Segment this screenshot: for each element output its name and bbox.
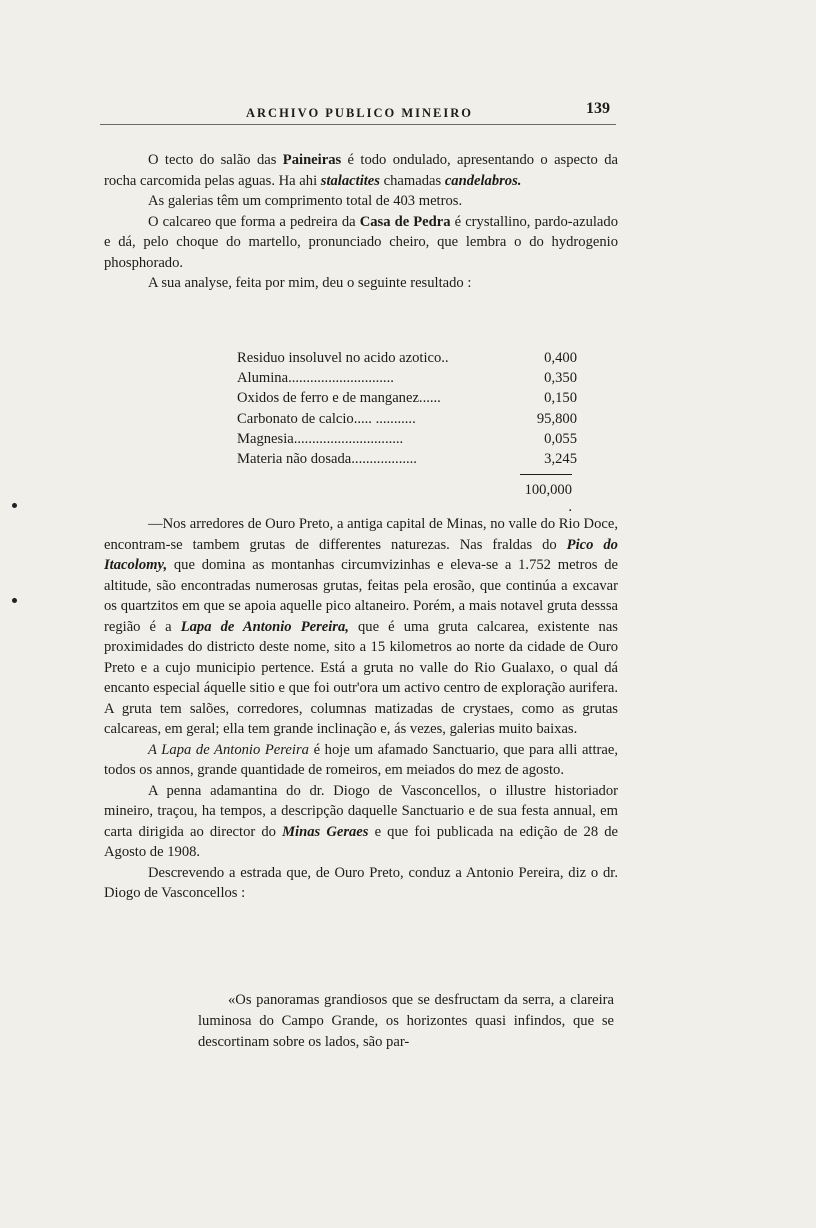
table-row xyxy=(237,388,577,408)
paragraph: A Lapa de Antonio Pereira é hoje um afamado Sanctuario, que para alli attrae, todos os annos, grande quantidade de romeiros, em meiados do mez de agosto. xyxy=(104,741,618,778)
row-label: Alumina............................. xyxy=(237,370,394,387)
paragraph: «Os panoramas grandiosos que se desfructam da serra, a clareira luminosa do Campo Grande, os horizontes quasi infindos, que se descortinam sobre os lados, são par- xyxy=(198,992,614,1050)
row-value: 0,055 xyxy=(544,430,577,447)
quotation xyxy=(198,990,614,1053)
paragraph: Descrevendo a estrada que, de Ouro Preto, conduz a Antonio Pereira, diz o dr. Diogo de Vasconcellos : xyxy=(104,864,618,901)
row-value: 95,800 xyxy=(536,410,577,427)
total-rule xyxy=(520,474,572,475)
row-value: 0,150 xyxy=(544,390,577,407)
table-row xyxy=(237,409,577,429)
row-label: Magnesia.............................. xyxy=(237,430,404,447)
row-label: Residuo insoluvel no acido azotico.. xyxy=(237,350,449,366)
row-value: 0,400 xyxy=(544,350,577,366)
page-number: 139 xyxy=(586,100,610,117)
running-header xyxy=(100,100,616,125)
paragraph: A sua analyse, feita por mim, deu o seguinte resultado : xyxy=(148,275,472,291)
paragraph: —Nos arredores de Ouro Preto, a antiga capital de Minas, no valle do Rio Doce, encontram-se tambem grutas de differentes naturezas. Nas fraldas do Pico do Itacolomy, que domina as montanhas circumvizinhas e eleva-se a 1.752 metros de altitude, são encontradas numerosas grutas, feitas pela erosão, que continúa a excavar os quartzitos em que se apoia aquelle pico altaneiro. Porém, a mais notavel gruta desssa região é a Lapa de Antonio Pereira, que é uma gruta calcarea, existente nas proximidades do districto deste nome, sito a 15 kilometros ao norte da cidade de Ouro Preto e a cujo municipio pertence. Está a gruta no valle do Rio Gualaxo, o qual dá encanto especial áquelle sitio e que foi outr'ora um activo centro de exploração aurifera. A gruta tem salões, corredores, columnas matizadas de crystaes, como as grutas calcareas, em geral; ella tem grande inclinação e, ás vezes, galerias muito baixas. xyxy=(104,516,618,737)
paragraph: As galerias têm um comprimento total de 403 metros. xyxy=(148,193,463,209)
header-title: ARCHIVO PUBLICO MINEIRO xyxy=(246,106,474,120)
table-row xyxy=(237,348,577,368)
table-row xyxy=(237,429,577,449)
intro-text xyxy=(104,150,618,294)
table-total: 100,000 . xyxy=(524,482,572,515)
table-row xyxy=(237,368,577,388)
row-label: Materia não dosada.................. xyxy=(237,451,417,468)
row-value: 0,350 xyxy=(544,370,577,387)
row-label: Oxidos de ferro e de manganez...... xyxy=(237,390,441,407)
table-row xyxy=(237,449,577,469)
paragraph: O calcareo que forma a pedreira da Casa de Pedra é crystallino, pardo-azulado e dá, pelo choque do martello, pronunciado cheiro, que lembra o do hydrogenio phosphorado. xyxy=(104,213,618,271)
margin-mark xyxy=(12,503,17,508)
body-text xyxy=(104,514,618,904)
analysis-table xyxy=(237,348,577,469)
row-value: 3,245 xyxy=(544,451,577,468)
margin-mark xyxy=(12,598,17,603)
paragraph: A penna adamantina do dr. Diogo de Vasconcellos, o illustre historiador mineiro, traçou, ha tempos, a descripção daquelle Sanctuario e de sua festa annual, em carta dirigida ao director do Minas Geraes e que foi publicada na edição de 28 de Agosto de 1908. xyxy=(104,782,619,860)
paragraph: O tecto do salão das Paineiras é todo ondulado, apresentando o aspecto da rocha carcomida pelas aguas. Ha ahi stalactites chamadas candelabros. xyxy=(104,152,618,189)
row-label: Carbonato de calcio..... ........... xyxy=(237,410,416,427)
